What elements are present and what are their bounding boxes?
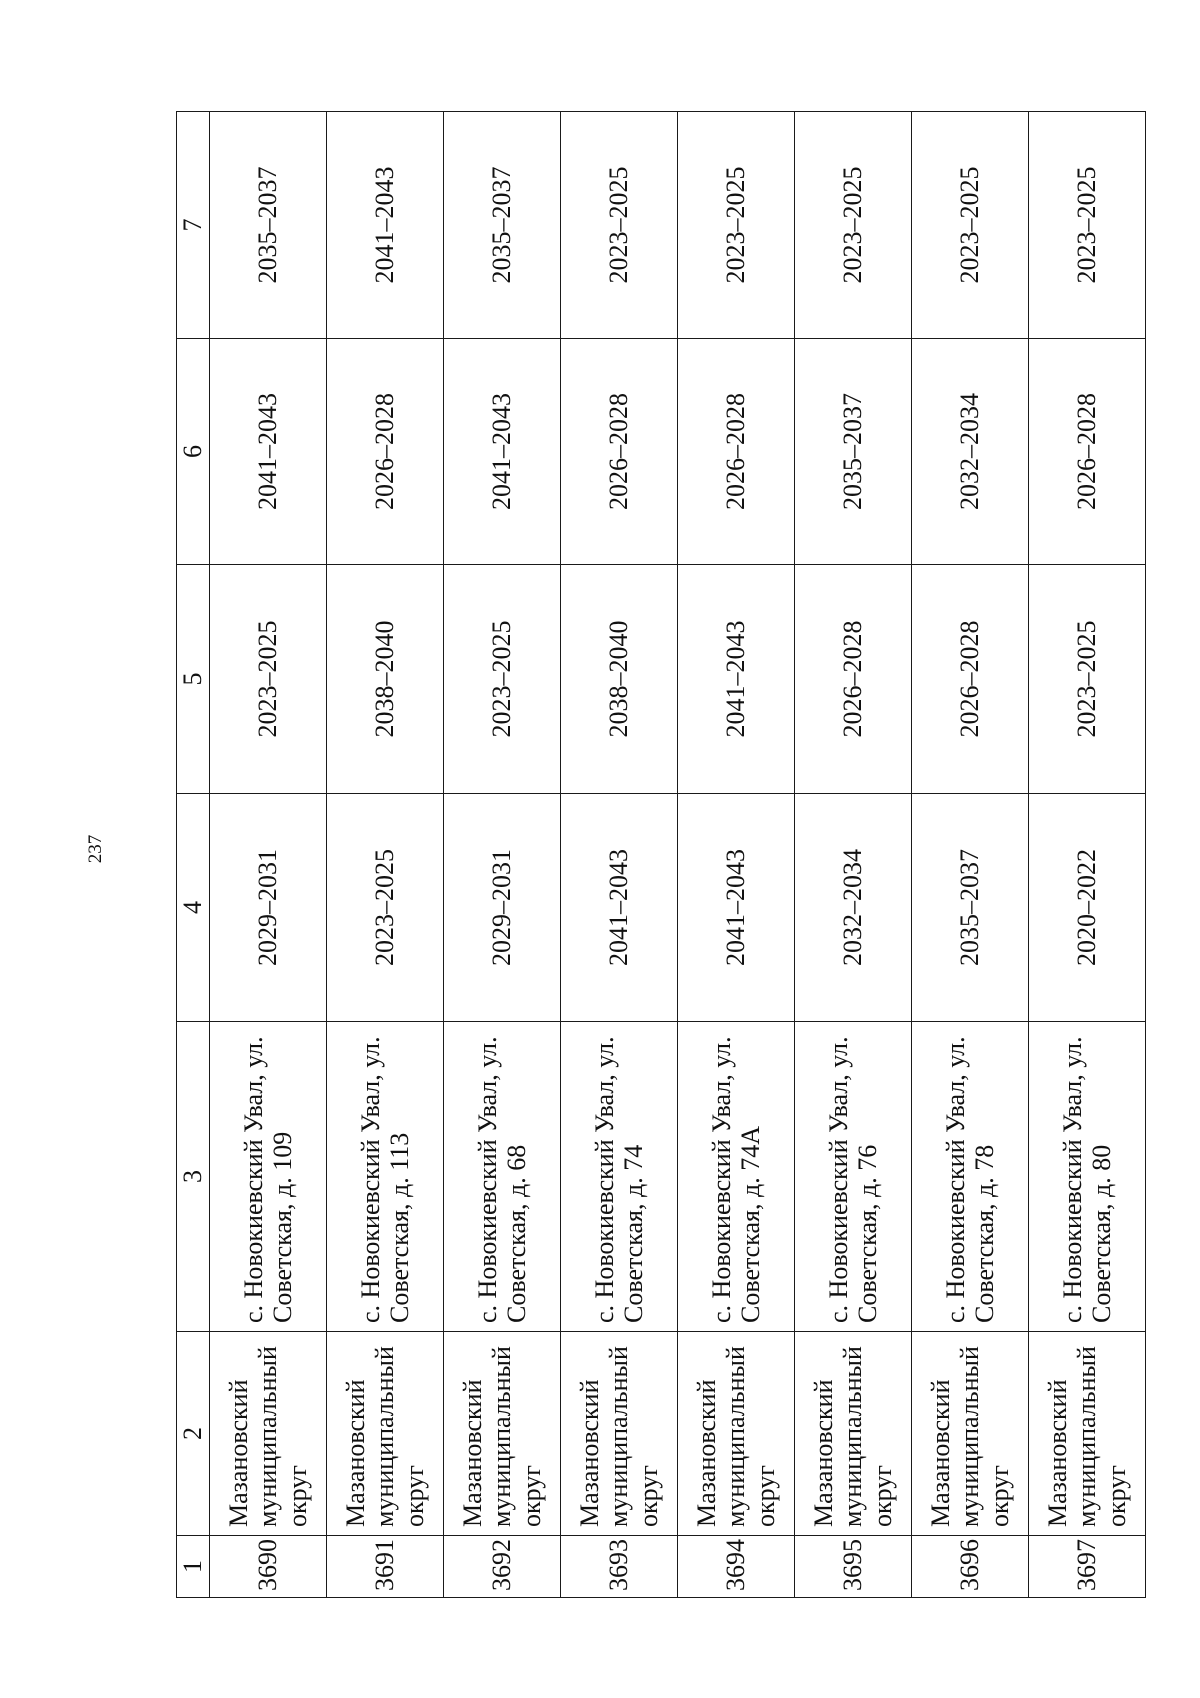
rotated-table-frame (176, 112, 1131, 1598)
header-cell-5: 5 (177, 565, 210, 794)
period-cell-7: 2023–2025 (912, 112, 1029, 339)
period-cell-4: 2020–2022 (1029, 794, 1146, 1022)
period-cell-6: 2041–2043 (444, 339, 561, 565)
header-cell-4: 4 (177, 794, 210, 1022)
table-row (210, 112, 327, 1598)
period-cell-7: 2035–2037 (444, 112, 561, 339)
district-cell: Мазановский муниципальный округ (912, 1332, 1029, 1536)
period-cell-5: 2023–2025 (210, 565, 327, 794)
row-number-cell: 3697 (1029, 1536, 1146, 1598)
period-cell-7: 2023–2025 (561, 112, 678, 339)
address-cell: с. Новокиевский Увал, ул. Советская, д. 74А (678, 1022, 795, 1332)
header-cell-7: 7 (177, 112, 210, 339)
row-number-cell: 3695 (795, 1536, 912, 1598)
period-cell-6: 2026–2028 (327, 339, 444, 565)
period-cell-5: 2023–2025 (1029, 565, 1146, 794)
period-cell-5: 2026–2028 (795, 565, 912, 794)
table-row (678, 112, 795, 1598)
period-cell-4: 2041–2043 (678, 794, 795, 1022)
address-cell: с. Новокиевский Увал, ул. Советская, д. 78 (912, 1022, 1029, 1332)
table-row (912, 112, 1029, 1598)
table-container (176, 112, 1131, 1598)
period-cell-5: 2026–2028 (912, 565, 1029, 794)
period-cell-6: 2026–2028 (1029, 339, 1146, 565)
period-cell-6: 2026–2028 (678, 339, 795, 565)
table-body (210, 112, 1146, 1598)
row-number-cell: 3692 (444, 1536, 561, 1598)
row-number-cell: 3694 (678, 1536, 795, 1598)
row-number-cell: 3690 (210, 1536, 327, 1598)
header-cell-6: 6 (177, 339, 210, 565)
period-cell-6: 2041–2043 (210, 339, 327, 565)
period-cell-4: 2032–2034 (795, 794, 912, 1022)
period-cell-7: 2035–2037 (210, 112, 327, 339)
period-cell-5: 2041–2043 (678, 565, 795, 794)
district-cell: Мазановский муниципальный округ (678, 1332, 795, 1536)
table-header (177, 112, 210, 1598)
data-table (176, 111, 1146, 1598)
table-row (561, 112, 678, 1598)
table-row (795, 112, 912, 1598)
district-cell: Мазановский муниципальный округ (327, 1332, 444, 1536)
district-cell: Мазановский муниципальный округ (1029, 1332, 1146, 1536)
address-cell: с. Новокиевский Увал, ул. Советская, д. 80 (1029, 1022, 1146, 1332)
district-cell: Мазановский муниципальный округ (795, 1332, 912, 1536)
header-cell-1: 1 (177, 1536, 210, 1598)
address-cell: с. Новокиевский Увал, ул. Советская, д. 68 (444, 1022, 561, 1332)
page-number: 237 (85, 834, 106, 864)
period-cell-4: 2035–2037 (912, 794, 1029, 1022)
period-cell-6: 2032–2034 (912, 339, 1029, 565)
period-cell-5: 2038–2040 (327, 565, 444, 794)
header-cell-3: 3 (177, 1022, 210, 1332)
row-number-cell: 3693 (561, 1536, 678, 1598)
address-cell: с. Новокиевский Увал, ул. Советская, д. 74 (561, 1022, 678, 1332)
period-cell-7: 2023–2025 (1029, 112, 1146, 339)
period-cell-6: 2026–2028 (561, 339, 678, 565)
address-cell: с. Новокиевский Увал, ул. Советская, д. 76 (795, 1022, 912, 1332)
period-cell-5: 2023–2025 (444, 565, 561, 794)
row-number-cell: 3696 (912, 1536, 1029, 1598)
table-row (444, 112, 561, 1598)
period-cell-4: 2023–2025 (327, 794, 444, 1022)
row-number-cell: 3691 (327, 1536, 444, 1598)
period-cell-4: 2029–2031 (444, 794, 561, 1022)
address-cell: с. Новокиевский Увал, ул. Советская, д. 109 (210, 1022, 327, 1332)
period-cell-6: 2035–2037 (795, 339, 912, 565)
period-cell-4: 2029–2031 (210, 794, 327, 1022)
table-row (1029, 112, 1146, 1598)
header-row (177, 112, 210, 1598)
header-cell-2: 2 (177, 1332, 210, 1536)
period-cell-7: 2023–2025 (678, 112, 795, 339)
period-cell-7: 2041–2043 (327, 112, 444, 339)
district-cell: Мазановский муниципальный округ (444, 1332, 561, 1536)
period-cell-7: 2023–2025 (795, 112, 912, 339)
district-cell: Мазановский муниципальный округ (561, 1332, 678, 1536)
district-cell: Мазановский муниципальный округ (210, 1332, 327, 1536)
period-cell-5: 2038–2040 (561, 565, 678, 794)
table-row (327, 112, 444, 1598)
period-cell-4: 2041–2043 (561, 794, 678, 1022)
address-cell: с. Новокиевский Увал, ул. Советская, д. 113 (327, 1022, 444, 1332)
